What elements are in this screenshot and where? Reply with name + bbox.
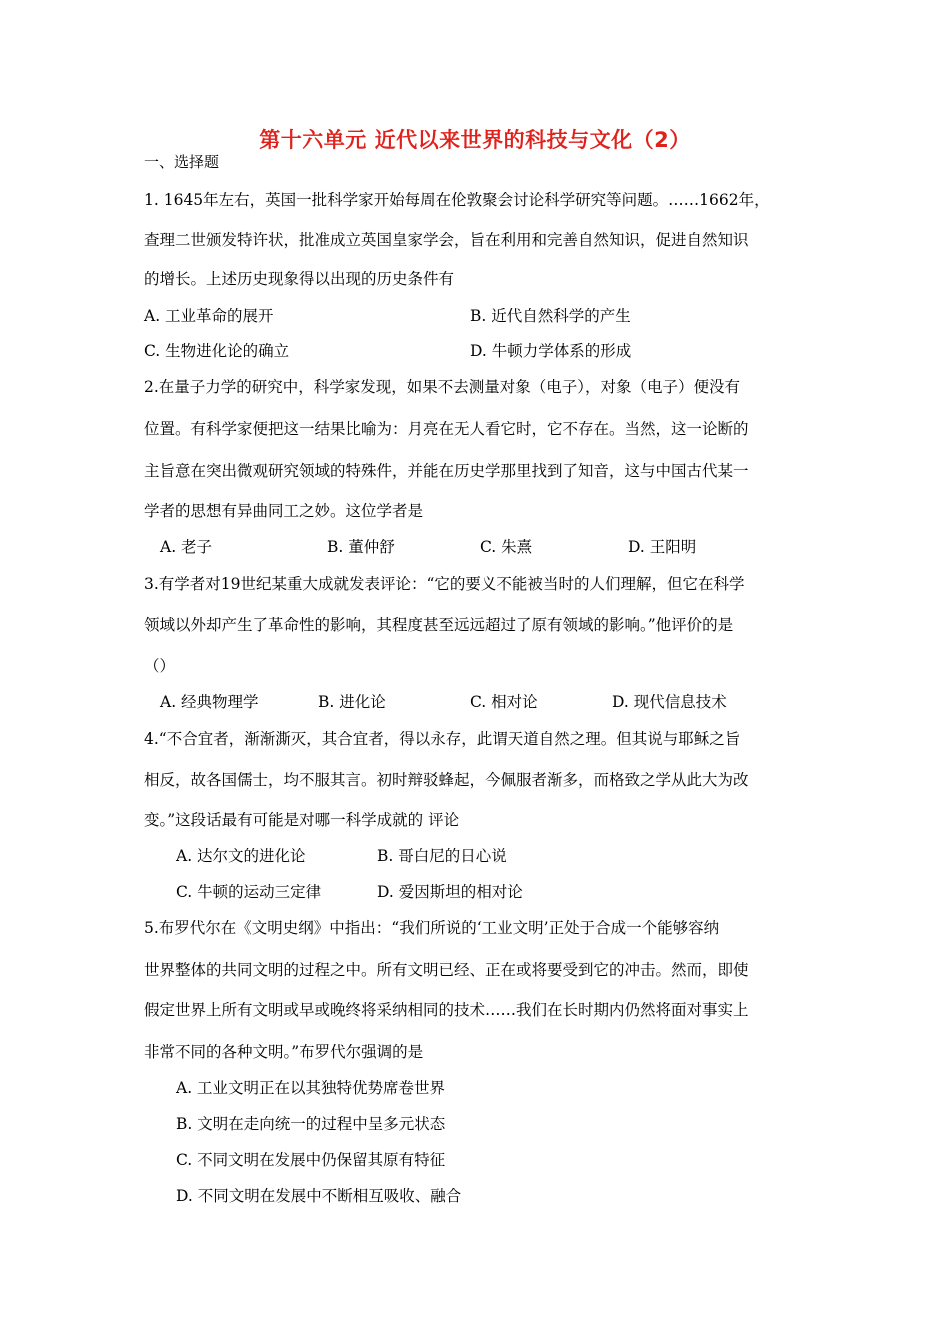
question-3-option-b: B. 进化论 xyxy=(318,693,386,711)
question-2-option-d: D. 王阳明 xyxy=(628,538,697,556)
question-1-option-d: D. 牛顿力学体系的形成 xyxy=(470,342,632,360)
question-1-option-a: A. 工业革命的展开 xyxy=(144,307,274,325)
question-4-option-c: C. 牛顿的运动三定律 xyxy=(176,883,322,901)
question-4-line-3: 变。”这段话最有可能是对哪一科学成就的 评论 xyxy=(144,811,460,829)
question-5-line-4: 非常不同的各种文明。”布罗代尔强调的是 xyxy=(144,1043,424,1061)
question-4-line-2: 相反，故各国儒士，均不服其言。初时辩驳蜂起，今佩服者渐多，而格致之学从此大为改 xyxy=(144,771,749,789)
question-4-option-b: B. 哥白尼的日心说 xyxy=(377,847,507,865)
question-2-option-b: B. 董仲舒 xyxy=(327,538,395,556)
question-4-option-a: A. 达尔文的进化论 xyxy=(176,847,306,865)
question-5-option-b: B. 文明在走向统一的过程中呈多元状态 xyxy=(176,1115,446,1133)
question-1-option-b: B. 近代自然科学的产生 xyxy=(470,307,631,325)
question-5-option-d: D. 不同文明在发展中不断相互吸收、融合 xyxy=(176,1187,462,1205)
question-5-line-1: 5.布罗代尔在《文明史纲》中指出：“我们所说的‘工业文明’正处于合成一个能够容纳 xyxy=(144,919,720,937)
question-3-line-1: 3.有学者对19世纪某重大成就发表评论：“它的要义不能被当时的人们理解，但它在科学 xyxy=(144,575,745,593)
question-3-line-3: （） xyxy=(144,657,176,675)
question-2-option-c: C. 朱熹 xyxy=(480,538,533,556)
question-3-option-d: D. 现代信息技术 xyxy=(612,693,727,711)
question-4-option-d: D. 爱因斯坦的相对论 xyxy=(377,883,523,901)
question-2-line-2: 位置。有科学家便把这一结果比喻为：月亮在无人看它时，它不存在。当然，这一论断的 xyxy=(144,420,749,438)
question-1-line-2: 查理二世颁发特许状，批准成立英国皇家学会，旨在利用和完善自然知识，促进自然知识 xyxy=(144,231,749,249)
question-2-option-a: A. 老子 xyxy=(160,538,213,556)
question-3-option-a: A. 经典物理学 xyxy=(160,693,259,711)
question-4-line-1: 4.“不合宜者，渐渐澌灭，其合宜者，得以永存，此谓天道自然之理。但其说与耶稣之旨 xyxy=(144,730,741,748)
question-5-option-a: A. 工业文明正在以其独特优势席卷世界 xyxy=(176,1079,446,1097)
question-1-option-c: C. 生物进化论的确立 xyxy=(144,342,290,360)
page-title: 第十六单元 近代以来世界的科技与文化（2） xyxy=(259,128,691,152)
question-3-line-2: 领域以外却产生了革命性的影响，其程度甚至远远超过了原有领域的影响。”他评价的是 xyxy=(144,616,734,634)
section-heading: 一、选择题 xyxy=(144,153,220,171)
question-2-line-4: 学者的思想有异曲同工之妙。这位学者是 xyxy=(144,502,424,520)
question-1-line-1: 1. 1645年左右，英国一批科学家开始每周在伦敦聚会讨论科学研究等问题。……1662年， xyxy=(144,191,770,209)
question-1-line-3: 的增长。上述历史现象得以出现的历史条件有 xyxy=(144,270,455,288)
question-2-line-1: 2.在量子力学的研究中，科学家发现，如果不去测量对象（电子），对象（电子）便没有 xyxy=(144,378,741,396)
question-5-line-2: 世界整体的共同文明的过程之中。所有文明已经、正在或将要受到它的冲击。然而，即使 xyxy=(144,961,749,979)
question-5-option-c: C. 不同文明在发展中仍保留其原有特征 xyxy=(176,1151,446,1169)
question-3-option-c: C. 相对论 xyxy=(470,693,538,711)
question-2-line-3: 主旨意在突出微观研究领域的特殊件，并能在历史学那里找到了知音，这与中国古代某一 xyxy=(144,462,749,480)
question-5-line-3: 假定世界上所有文明或早或晚终将采纳相同的技术……我们在长时期内仍然将面对事实上 xyxy=(144,1001,749,1019)
